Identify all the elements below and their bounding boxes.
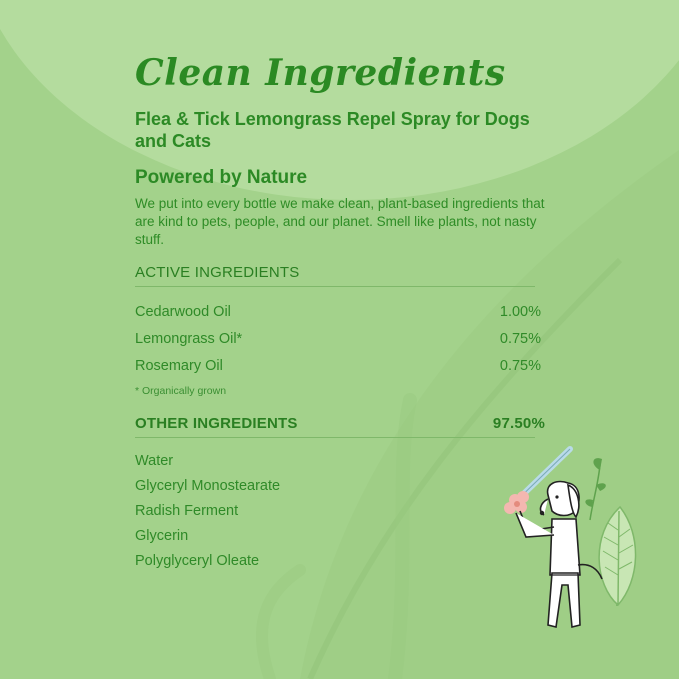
other-ingredients-label: OTHER INGREDIENTS [135,415,298,432]
other-ingredients-percent: 97.50% [492,415,545,432]
active-ingredients-header [135,264,545,281]
organic-note: * Organically grown [135,385,227,397]
other-ingredients-list [135,452,280,577]
list-item: Water [135,453,174,469]
ingredient-percent: 0.75% [499,331,541,347]
product-subtitle: Flea & Tick Lemongrass Repel Spray for Dogs and Cats [135,109,530,151]
ingredient-row [135,331,541,347]
dog-holding-flower-icon [490,445,650,655]
divider [135,437,535,438]
powered-heading: Powered by Nature [135,167,308,188]
ingredient-name: Rosemary Oil [135,358,223,374]
list-item: Glyceryl Monostearate [135,478,281,494]
ingredient-percent: 1.00% [499,304,541,320]
ingredient-name: Lemongrass Oil* [135,331,243,347]
other-ingredients-header [135,415,545,432]
ingredient-name: Cedarwood Oil [135,304,231,320]
ingredient-row [135,358,541,374]
list-item: Radish Ferment [135,503,239,519]
divider [135,286,535,287]
page-title: Clean Ingredients [135,52,506,94]
intro-text: We put into every bottle we make clean, plant-based ingredients that are kind to pets, people, and our planet. Smell like plants, not nasty stuff. [135,196,545,247]
list-item: Glycerin [135,528,189,544]
ingredient-percent: 0.75% [499,358,541,374]
ingredient-row [135,304,541,320]
active-ingredients-label: ACTIVE INGREDIENTS [135,264,300,281]
list-item: Polyglyceryl Oleate [135,553,260,569]
